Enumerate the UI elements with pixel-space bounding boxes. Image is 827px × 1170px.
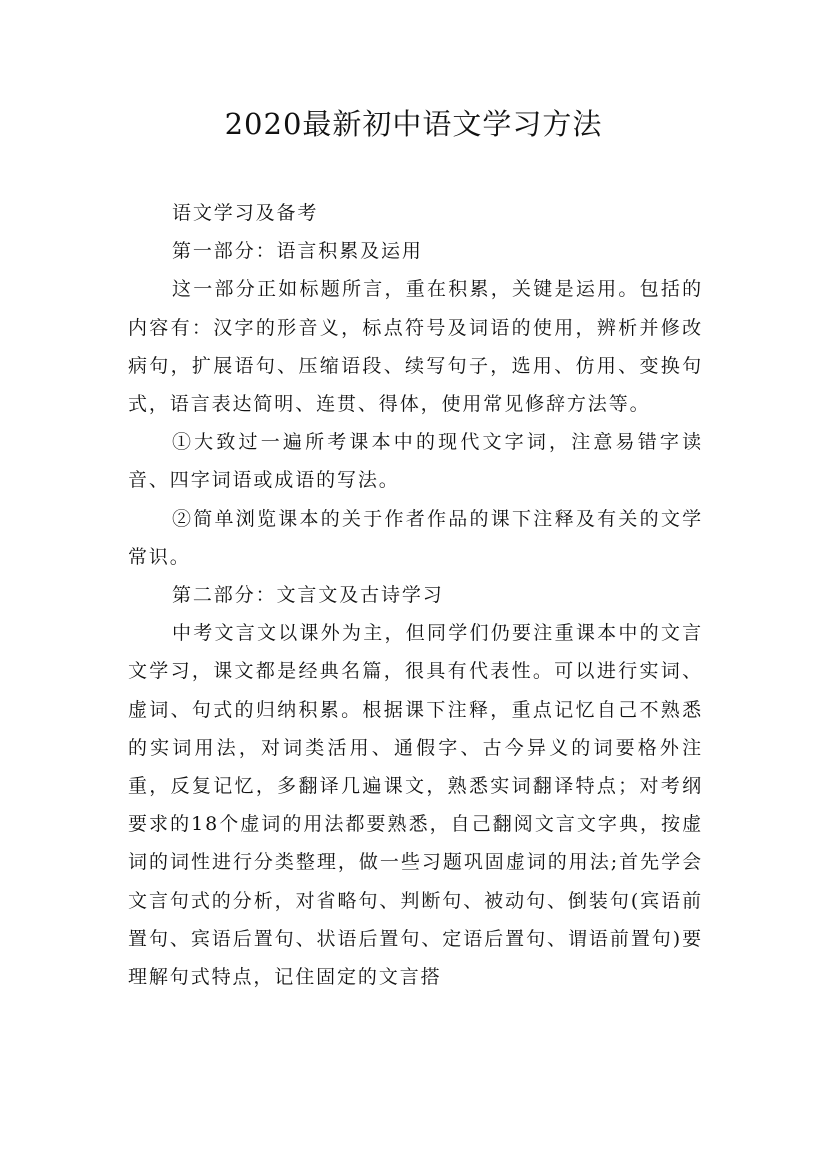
paragraph-point-two: ②简单浏览课本的关于作者作品的课下注释及有关的文学常识。 [128,507,703,568]
section-heading-study: 语文学习及备考 [172,202,319,224]
section-heading-part-two: 第二部分：文言文及古诗学习 [172,584,444,607]
section-heading-part-one: 第一部分：语言积累及运用 [172,240,423,263]
paragraph-part-two-body: 中考文言文以课外为主，但同学们仍要注重课本中的文言文学习，课文都是经典名篇，很具有代表性。可以进行实词、虚词、句式的归纳积累。根据课下注释，重点记忆自己不熟悉的实词用法，对词类活用、通假字、古今异义的词要格外注重，反复记忆，多翻译几遍课文，熟悉实词翻译特点；对考纲要求的18个虚词的用法都要熟悉，自己翻阅文言文字典，按虚词的词性进行分类整理，做一些习题巩固虚词的用法;首先学会文言句式的分析，对省略句、判断句、被动句、倒装句(宾语前置句、宾语后置句、状语后置句、定语后置句、谓语前置句)要理解句式特点，记住固定的文言搭 [128,622,703,989]
paragraph-part-one-intro: 这一部分正如标题所言，重在积累，关键是运用。包括的内容有：汉字的形音义，标点符号及词语的使用，辨析并修改病句，扩展语句、压缩语段、续写句子，选用、仿用、变换句式，语言表达简明、连贯、得体，使用常见修辞方法等。 [128,278,703,416]
paragraph-point-one: ①大致过一遍所考课本中的现代文字词，注意易错字读音、四字词语或成语的写法。 [128,431,703,492]
document-title: 2020最新初中语文学习方法 [224,107,603,141]
document-body [128,194,703,996]
